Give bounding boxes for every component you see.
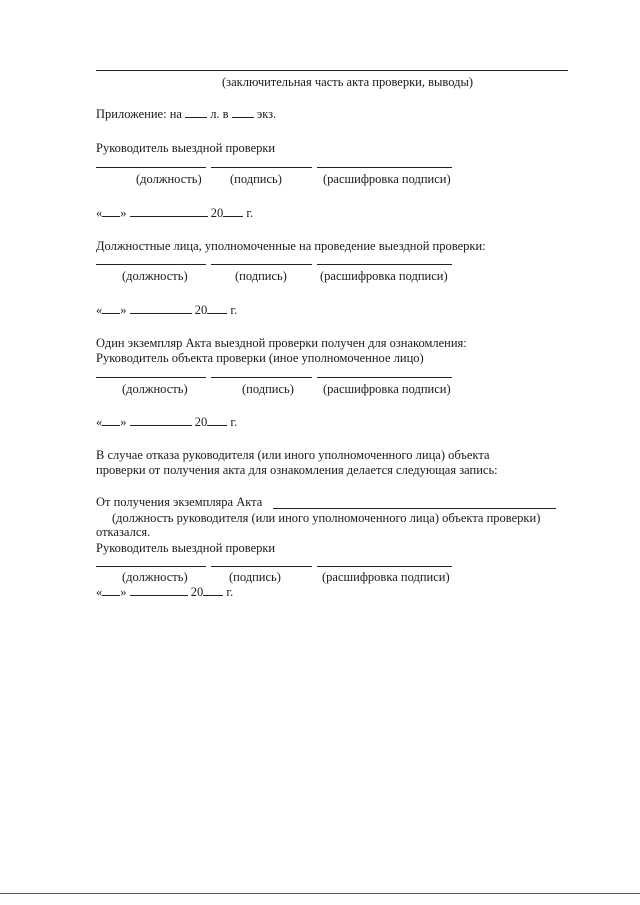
date-close-quote: » — [120, 585, 127, 599]
section4-signature-label: (подпись) — [229, 570, 281, 584]
date-year-prefix: 20 — [210, 206, 224, 220]
section2-decoding-blank[interactable] — [317, 264, 452, 265]
refusal-receipt-prefix: От получения экземпляра Акта — [96, 495, 263, 509]
section3-date — [96, 415, 237, 430]
date-close-quote: » — [120, 303, 127, 317]
section4-position-blank[interactable] — [96, 566, 206, 567]
section3-month-blank[interactable] — [130, 415, 192, 426]
section2-position-blank[interactable] — [96, 264, 206, 265]
refusal-receipt-caption: (должность руководителя (или иного уполномоченного лица) объекта проверки) — [112, 511, 541, 525]
section1-day-blank[interactable] — [102, 206, 120, 217]
section4-decoding-label: (расшифровка подписи) — [322, 570, 450, 584]
section3-decoding-label: (расшифровка подписи) — [323, 382, 451, 396]
date-year-prefix: 20 — [194, 303, 208, 317]
section2-position-label: (должность) — [122, 269, 188, 283]
section2-decoding-label: (расшифровка подписи) — [320, 269, 448, 283]
page-bottom-rule — [0, 893, 640, 894]
section1-decoding-blank[interactable] — [317, 167, 452, 168]
date-year-suffix: г. — [230, 415, 238, 429]
date-open-quote: « — [96, 585, 103, 599]
date-open-quote: « — [96, 415, 103, 429]
section3-line2: Руководитель объекта проверки (иное уполномоченное лицо) — [96, 351, 424, 365]
section4-month-blank[interactable] — [130, 585, 188, 596]
refusal-line2: проверки от получения акта для ознакомления делается следующая запись: — [96, 463, 498, 477]
section4-title: Руководитель выездной проверки — [96, 541, 276, 555]
conclusion-caption: (заключительная часть акта проверки, выводы) — [222, 75, 474, 89]
section4-decoding-blank[interactable] — [317, 566, 452, 567]
date-year-suffix: г. — [246, 206, 254, 220]
date-close-quote: » — [120, 415, 127, 429]
section3-year-blank[interactable] — [207, 415, 227, 426]
date-year-suffix: г. — [230, 303, 238, 317]
section1-position-blank[interactable] — [96, 167, 206, 168]
date-year-prefix: 20 — [194, 415, 208, 429]
section3-decoding-blank[interactable] — [317, 377, 452, 378]
section4-day-blank[interactable] — [102, 585, 120, 596]
section2-day-blank[interactable] — [102, 303, 120, 314]
appendix-copies-blank[interactable] — [232, 107, 254, 118]
section1-signature-label: (подпись) — [230, 172, 282, 186]
section2-signature-blank[interactable] — [211, 264, 312, 265]
appendix-line — [96, 107, 276, 122]
appendix-sheets-blank[interactable] — [185, 107, 207, 118]
section1-date — [96, 206, 253, 221]
section2-month-blank[interactable] — [130, 303, 192, 314]
section2-date — [96, 303, 237, 318]
section4-date — [96, 585, 233, 600]
section4-position-label: (должность) — [122, 570, 188, 584]
section1-year-blank[interactable] — [223, 206, 243, 217]
section3-signature-label: (подпись) — [242, 382, 294, 396]
section3-signature-blank[interactable] — [211, 377, 312, 378]
section1-signature-blank[interactable] — [211, 167, 312, 168]
section2-year-blank[interactable] — [207, 303, 227, 314]
appendix-mid: л. в — [210, 107, 229, 121]
section4-signature-blank[interactable] — [211, 566, 312, 567]
section2-signature-label: (подпись) — [235, 269, 287, 283]
section1-title: Руководитель выездной проверки — [96, 141, 276, 155]
section1-position-label: (должность) — [136, 172, 202, 186]
section3-position-label: (должность) — [122, 382, 188, 396]
section4-year-blank[interactable] — [203, 585, 223, 596]
appendix-suffix: экз. — [256, 107, 277, 121]
section3-line1: Один экземпляр Акта выездной проверки получен для ознакомления: — [96, 336, 467, 350]
section3-position-blank[interactable] — [96, 377, 206, 378]
date-year-suffix: г. — [226, 585, 234, 599]
refusal-position-blank[interactable] — [273, 508, 556, 509]
section1-decoding-label: (расшифровка подписи) — [323, 172, 451, 186]
date-year-prefix: 20 — [190, 585, 204, 599]
section2-title: Должностные лица, уполномоченные на проведение выездной проверки: — [96, 239, 486, 253]
conclusion-line — [96, 70, 568, 71]
appendix-prefix: Приложение: на — [96, 107, 182, 121]
date-open-quote: « — [96, 206, 103, 220]
date-close-quote: » — [120, 206, 127, 220]
section1-month-blank[interactable] — [130, 206, 208, 217]
section3-day-blank[interactable] — [102, 415, 120, 426]
refusal-refused: отказался. — [96, 525, 151, 539]
refusal-line1: В случае отказа руководителя (или иного уполномоченного лица) объекта — [96, 448, 490, 462]
date-open-quote: « — [96, 303, 103, 317]
